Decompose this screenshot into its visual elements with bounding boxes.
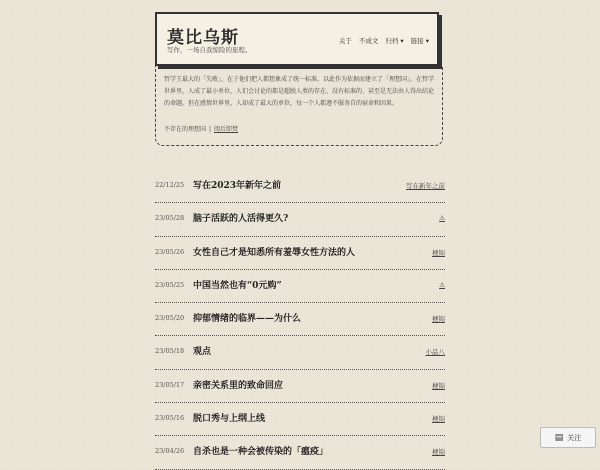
post-row[interactable] — [155, 403, 445, 436]
post-date: 23/05/28 — [155, 214, 185, 223]
post-date: 22/12/25 — [155, 181, 185, 189]
post-category[interactable]: 梗锦 — [432, 248, 445, 257]
nav-item-archive[interactable]: 归档 ▾ — [385, 37, 404, 45]
post-row[interactable] — [155, 170, 445, 203]
post-title[interactable]: 抑郁情绪的临界——为什么 — [193, 314, 302, 325]
post-date: 23/05/26 — [155, 247, 185, 256]
nav-item-about[interactable]: 关于 — [338, 37, 352, 45]
post-category[interactable]: 梗锦 — [432, 415, 445, 424]
post-row[interactable] — [155, 370, 445, 403]
follow-icon: ▤ — [554, 432, 564, 443]
follow-button[interactable] — [540, 427, 596, 448]
post-title[interactable]: 自杀也是一种会被传染的「瘟疫」 — [193, 447, 329, 458]
post-title[interactable]: 观点 — [193, 347, 212, 358]
about-link-separator: | — [209, 126, 212, 133]
post-row[interactable] — [155, 336, 445, 369]
post-title[interactable]: 写在2023年新年之前 — [193, 181, 282, 191]
about-text: 哲学王最大的「失败」，在于他们把人都想象成了统一标准，以此作为依据而建立了「理想国」。在哲学世界里，人成了最小单位，人们会讨论的都是超脱人类的存在、没有标准的、甚至是无法由人得出结论的命题。但在感情世界里，人却成了最大的单位，每一个人都遵不服务自的宿命和因果。 — [164, 76, 435, 107]
post-category[interactable]: 梗锦 — [432, 448, 445, 457]
site-title[interactable]: 莫比乌斯 — [167, 28, 239, 48]
post-row[interactable] — [155, 303, 445, 336]
post-date: 23/05/17 — [155, 380, 185, 389]
post-date: 23/04/26 — [155, 447, 185, 456]
about-link-ideal-state[interactable]: 不存在的理想国 — [164, 126, 207, 133]
post-title[interactable]: 女性自己才是知悉所有羞辱女性方法的人 — [193, 247, 356, 258]
post-format-icon[interactable]: ⚠ — [439, 280, 445, 289]
main-nav — [339, 36, 429, 45]
post-title[interactable]: 脑子活跃的人活得更久? — [193, 214, 289, 225]
post-date: 23/05/20 — [155, 314, 185, 323]
post-format-icon[interactable]: ⚠ — [439, 214, 445, 223]
about-panel — [155, 66, 443, 146]
post-category[interactable]: 小品八 — [425, 348, 445, 357]
about-link-burn[interactable]: 阅后即焚 — [214, 126, 239, 133]
about-links — [164, 124, 238, 133]
nav-item-unwritten[interactable]: 不成文 — [358, 37, 379, 45]
nav-item-links[interactable]: 链接 ▾ — [410, 37, 429, 45]
post-list — [155, 170, 445, 470]
post-category[interactable]: 写在新年之前 — [406, 182, 445, 190]
post-title[interactable]: 亲密关系里的致命回应 — [193, 380, 284, 391]
post-row[interactable] — [155, 203, 445, 236]
post-date: 23/05/25 — [155, 280, 185, 289]
post-category[interactable]: 梗锦 — [432, 315, 445, 324]
post-date: 23/05/16 — [155, 414, 185, 423]
post-title[interactable]: 脱口秀与上纲上线 — [193, 414, 266, 425]
post-category[interactable]: 梗锦 — [432, 381, 445, 390]
post-date: 23/05/18 — [155, 347, 185, 356]
site-header — [155, 12, 439, 66]
post-row[interactable] — [155, 237, 445, 270]
post-row[interactable] — [155, 436, 445, 469]
follow-label: 关注 — [567, 433, 582, 442]
post-title[interactable]: 中国当然也有“0元购” — [193, 280, 282, 291]
post-row[interactable] — [155, 270, 445, 303]
site-description: 写作，一场自我惊险的旅程。 — [167, 46, 252, 54]
